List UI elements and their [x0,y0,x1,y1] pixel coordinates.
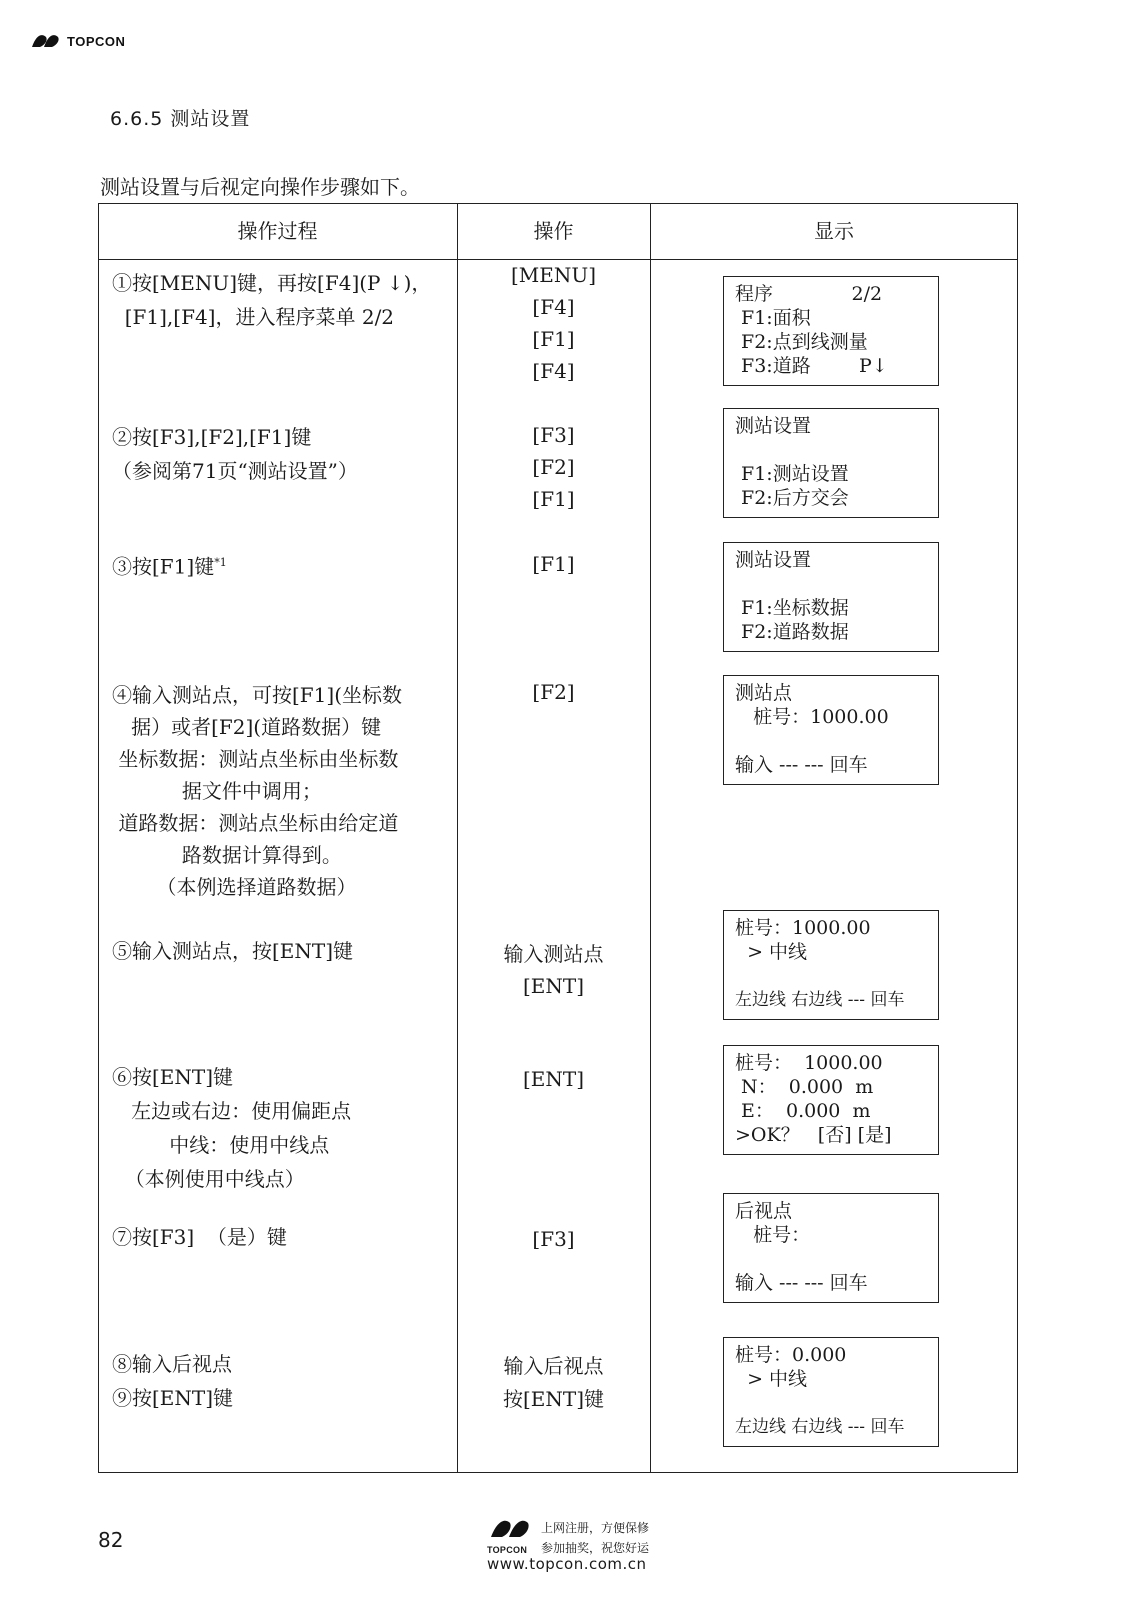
lcd-screen-station-setup [723,408,939,518]
column-divider [650,203,651,1473]
step-2-op: [F1] [532,487,575,511]
screen-line: F2:后方交会 [735,487,849,509]
step-6-text: 左边或右边：使用偏距点 [112,1099,352,1123]
screen-line: F1:面积 [735,307,811,329]
step-1-text: ①按[MENU]键，再按[F4](P ↓)， [112,271,432,295]
column-divider [457,203,458,1473]
screen-line: F1:坐标数据 [735,597,849,619]
screen-line: F2:道路数据 [735,621,849,643]
step-6-text: ⑥按[ENT]键 [112,1065,234,1089]
step-6-text: （本例使用中线点） [112,1167,305,1191]
lcd-screen-data-source [723,542,939,652]
header-process: 操作过程 [237,219,318,243]
screen-line: F2:点到线测量 [735,331,868,353]
topcon-mark-icon [30,31,62,51]
lcd-screen-backsight [723,1193,939,1303]
screen-line: 输入 --- --- 回车 [735,1272,868,1294]
screen-line: 程序 2/2 [735,283,883,305]
step-3-op: [F1] [532,552,575,576]
step-4-op: [F2] [532,680,575,704]
section-title: 6.6.5 测站设置 [110,108,251,130]
lcd-screen-backsight-chainage [723,1337,939,1447]
screen-line: 测站点 [735,682,793,704]
step-4-text: 据）或者[F2](道路数据）键 [112,715,382,739]
screen-line: F3:道路 P↓ [735,355,888,377]
step-2-op: [F3] [532,423,575,447]
footer-slogan-2: 参加抽奖，祝您好运 [541,1541,650,1555]
step-1-op: [F4] [532,295,575,319]
lcd-screen-coordinates [723,1045,939,1155]
screen-line: >OK？ [否] [是] [735,1124,892,1146]
step-5-text: ⑤输入测站点，按[ENT]键 [112,939,354,963]
footer-slogan-1: 上网注册，方便保修 [541,1521,650,1535]
step-1-text: [F1],[F4]，进入程序菜单 2/2 [112,305,395,329]
page-number: 82 [98,1528,124,1552]
header-divider [98,259,1018,260]
screen-line: 桩号：0.000 [735,1344,847,1366]
header-operation: 操作 [533,219,574,243]
step-4-text: （本例选择道路数据） [112,875,357,899]
screen-line: > 中线 [735,1368,808,1390]
lcd-screen-program-menu [723,276,939,386]
intro-text: 测站设置与后视定向操作步骤如下。 [100,175,420,199]
step-4-text: 坐标数据：测站点坐标由坐标数 [112,747,399,771]
step-1-op: [F4] [532,359,575,383]
screen-line: 输入 --- --- 回车 [735,754,868,776]
step-3-text: ③按[F1]键$^{*1}$ [112,554,227,579]
brand-name: TOPCON [67,33,126,49]
step-6-op: [ENT] [522,1067,585,1091]
step-9-op: 按[ENT]键 [502,1387,605,1411]
topcon-logo [30,31,125,51]
screen-line: F1:测站设置 [735,463,849,485]
step-2-text: （参阅第71页“测站设置”） [112,459,358,483]
screen-line: 桩号：1000.00 [735,706,889,728]
screen-line: 桩号： 1000.00 [735,1052,883,1074]
screen-line: > 中线 [735,941,808,963]
footer-brand-name: TOPCON [487,1545,528,1555]
screen-line: 左边线 右边线 --- 回车 [735,990,905,1010]
step-2-text: ②按[F3],[F2],[F1]键 [112,425,312,449]
step-5-op: 输入测站点 [503,942,604,966]
screen-line: 桩号：1000.00 [735,917,871,939]
step-4-text: ④输入测站点，可按[F1](坐标数 [112,683,403,707]
step-6-text: 中线：使用中线点 [112,1133,330,1157]
step-8-op: 输入后视点 [503,1354,604,1378]
step-8-text: ⑧输入后视点 [112,1352,232,1376]
step-5-op: [ENT] [522,974,585,998]
step-7-text: ⑦按[F3] （是）键 [112,1225,287,1249]
screen-line: 测站设置 [735,549,812,571]
step-2-op: [F2] [532,455,575,479]
screen-line: 后视点 [735,1200,793,1222]
lcd-screen-station-point [723,675,939,785]
screen-line: 桩号： [735,1224,811,1246]
step-7-op: [F3] [532,1227,575,1251]
step-1-op: [F1] [532,327,575,351]
screen-line: 测站设置 [735,415,812,437]
step-9-text: ⑨按[ENT]键 [112,1386,234,1410]
topcon-mark-icon [489,1515,533,1543]
screen-line: N： 0.000 m [735,1076,874,1098]
step-1-op: [MENU] [510,263,597,287]
step-4-text: 路数据计算得到。 [112,843,342,867]
footer-url: www.topcon.com.cn [487,1555,647,1573]
step-4-text: 据文件中调用； [112,779,322,803]
screen-line: 左边线 右边线 --- 回车 [735,1417,905,1437]
step-4-text: 道路数据：测站点坐标由给定道 [112,811,399,835]
lcd-screen-chainage [723,910,939,1020]
header-display: 显示 [814,219,854,243]
screen-line: E： 0.000 m [735,1100,871,1122]
